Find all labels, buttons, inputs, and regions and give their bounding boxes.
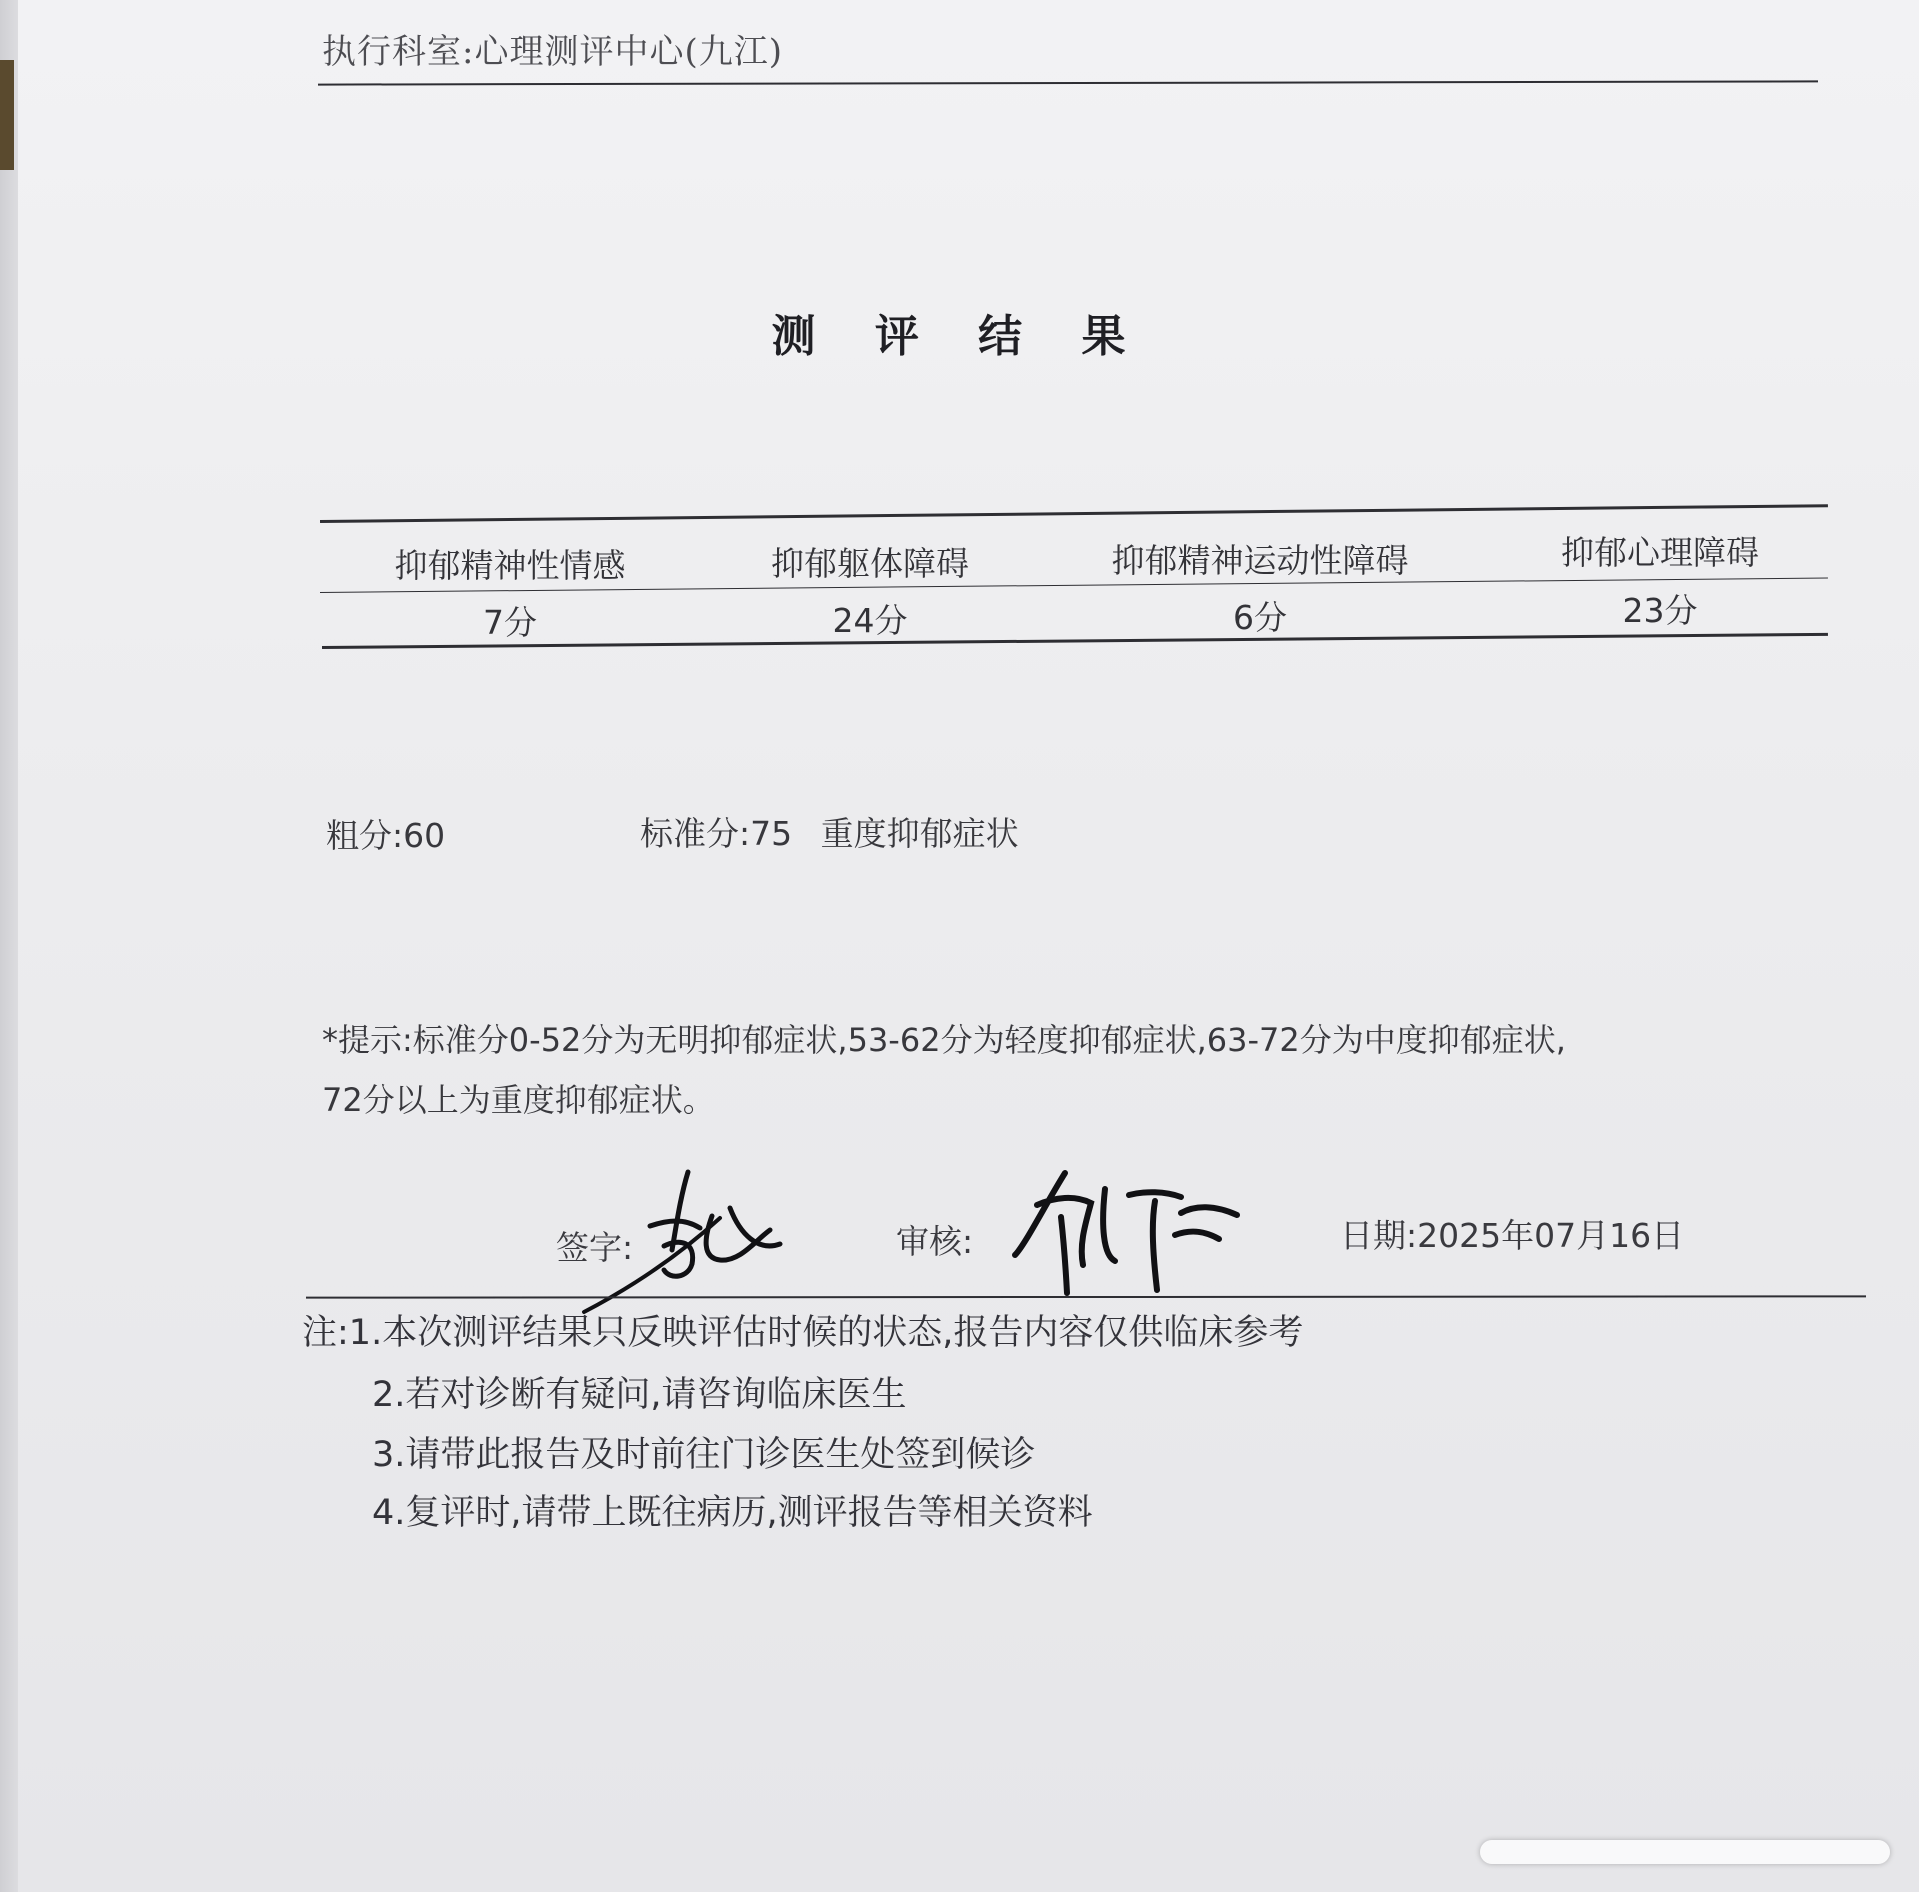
note-item: 1.本次测评结果只反映评估时候的状态,报告内容仅供临床参考 (348, 1313, 1304, 1353)
date-label: 日期: (1340, 1216, 1418, 1255)
table-value-cell: 6分 (1233, 598, 1287, 637)
table-header-cell: 抑郁心理障碍 (1561, 533, 1759, 572)
standard-score-value: 75 (750, 814, 793, 853)
review-label: 审核: (896, 1222, 974, 1261)
table-header-cell: 抑郁躯体障碍 (771, 544, 969, 583)
background-object (0, 60, 14, 170)
table-value-cell: 23分 (1622, 591, 1698, 630)
note-line (302, 1305, 1303, 1355)
table-header-cell: 抑郁精神运动性障碍 (1111, 541, 1409, 580)
hint-line: *提示:标准分0-52分为无明抑郁症状,53-62分为轻度抑郁症状,63-72分为中度抑郁症状, (322, 1021, 1566, 1059)
standard-score-label: 标准分: (640, 814, 751, 853)
severity-text: 重度抑郁症状 (820, 814, 1019, 853)
raw-score-label: 粗分: (326, 816, 404, 855)
note-item: 4.复评时,请带上既往病历,测评报告等相关资料 (372, 1493, 1093, 1533)
report-paper (18, 0, 1919, 1892)
table-header-cell: 抑郁精神性情感 (394, 546, 626, 585)
raw-score-value: 60 (403, 816, 446, 855)
page-title: 测 评 结 果 (771, 311, 1148, 362)
watermark-overlay (1480, 1840, 1890, 1864)
table-value-cell: 24分 (832, 601, 908, 640)
department-header: 执行科室:心理测评中心(九江) (322, 32, 783, 72)
sign-label: 签字: (556, 1228, 634, 1267)
hint-line: 72分以上为重度抑郁症状。 (322, 1081, 715, 1119)
note-item: 2.若对诊断有疑问,请咨询临床医生 (372, 1375, 907, 1415)
date-value: 2025年07月16日 (1417, 1216, 1685, 1255)
hint-text (322, 1010, 1822, 1130)
note-item: 3.请带此报告及时前往门诊医生处签到候诊 (372, 1435, 1036, 1475)
standard-score (640, 808, 1019, 855)
raw-score (326, 810, 445, 857)
date-line (1340, 1210, 1684, 1257)
table-value-cell: 7分 (483, 603, 537, 642)
notes-prefix: 注: (302, 1313, 349, 1353)
reviewer-signature (1005, 1165, 1245, 1300)
